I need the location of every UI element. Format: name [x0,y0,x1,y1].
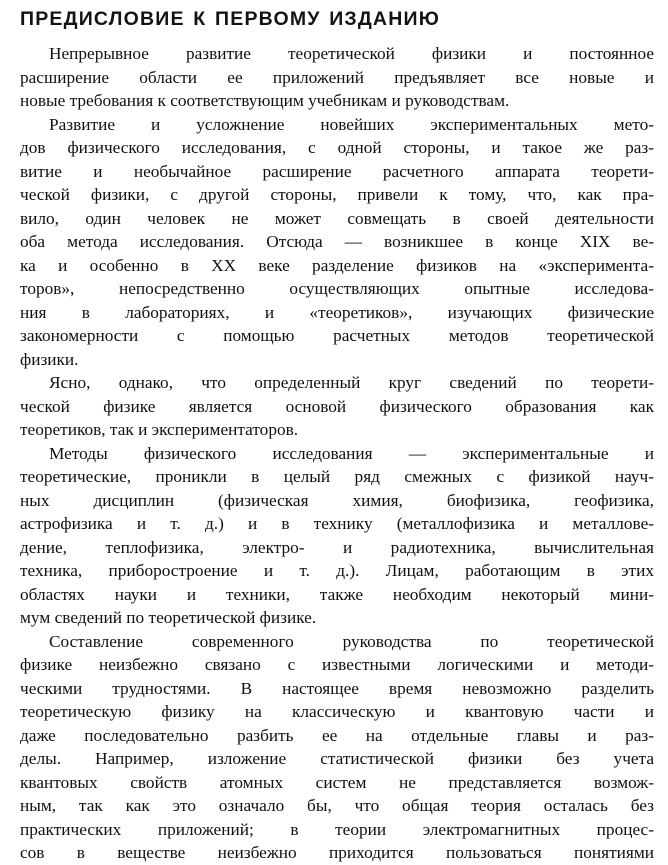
page-title: ПРЕДИСЛОВИЕ К ПЕРВОМУ ИЗДАНИЮ [20,8,441,30]
text-line: ка и особенно в XX веке разделение физиков на «эксперимента- [20,255,654,275]
text-line: витие и необычайное расширение расчетного аппарата теорети- [20,161,654,181]
paragraph [20,42,654,113]
text-line: дение, теплофизика, электро- и радиотехника, вычислительная [20,537,654,557]
text-line: сов в веществе неизбежно приходится пользоваться понятиями [20,843,654,862]
text-line: ческими трудностями. В настоящее время невозможно разделить [20,678,654,698]
document-page [20,4,654,865]
text-line: астрофизика и т. д.) и в технику (металлофизика и металлове- [20,514,654,533]
text-line: Методы физического исследования — экспериментальные и [49,443,654,463]
body-text [20,42,654,865]
text-line: мум сведений по теоретической физике. [20,608,317,627]
text-line: теоретическую физику на классическую и квантовую части и [20,702,654,721]
text-line: расширение области ее приложений предъявляет все новые и [20,67,654,87]
text-line: даже последовательно разбить ее на отдельные главы и раз- [20,725,654,745]
text-line: областях науки и техники, также необходим некоторый мини- [20,584,654,604]
text-line: Составление современного руководства по теоретической [49,631,654,651]
text-line: практических приложений; в теории электромагнитных процес- [20,819,654,839]
paragraph [20,113,654,372]
text-line: Ясно, однако, что определенный круг сведений по теорети- [49,373,654,392]
text-line: физики. [20,349,79,369]
text-line: ческой физики, с другой стороны, привели к тому, что, как пра- [20,185,654,204]
text-line: физике неизбежно связано с известными логическими и методи- [20,655,654,674]
text-line: ческой физике является основой физического образования как [20,396,654,416]
paragraph [20,442,654,630]
paragraph [20,371,654,442]
text-line: оба метода исследования. Отсюда — возникшее в конце XIX ве- [20,232,654,251]
text-line: квантовых свойств атомных систем не представляется возмож- [20,772,654,792]
text-line: делы. Например, изложение статистической физики без учета [20,749,654,768]
text-line: новые требования к соответствующим учебникам и руководствам. [20,91,510,110]
text-line: торов», непосредственно осуществляющих опытные исследова- [20,279,654,298]
text-line: ных дисциплин (физическая химия, биофизика, геофизика, [20,490,654,510]
text-line: Развитие и усложнение новейших экспериментальных мето- [49,114,654,134]
text-line: ния в лабораториях, и «теоретиков», изучающих физические [20,302,654,322]
text-line: техника, приборостроение и т. д.). Лицам, работающим в этих [20,561,654,580]
text-line: теоретические, проникли в целый ряд смежных с физикой науч- [20,467,654,486]
text-line: дов физического исследования, с одной стороны, и такое же раз- [20,138,654,157]
text-line: вило, один человек не может совмещать в своей деятельности [20,208,654,228]
text-line: ным, так как это означало бы, что общая теория осталась без [20,796,654,815]
text-line: закономерности с помощью расчетных методов теоретической [20,326,654,345]
text-line: Непрерывное развитие теоретической физики и постоянное [49,44,654,63]
paragraph [20,630,654,865]
text-line: теоретиков, так и экспериментаторов. [20,420,299,439]
